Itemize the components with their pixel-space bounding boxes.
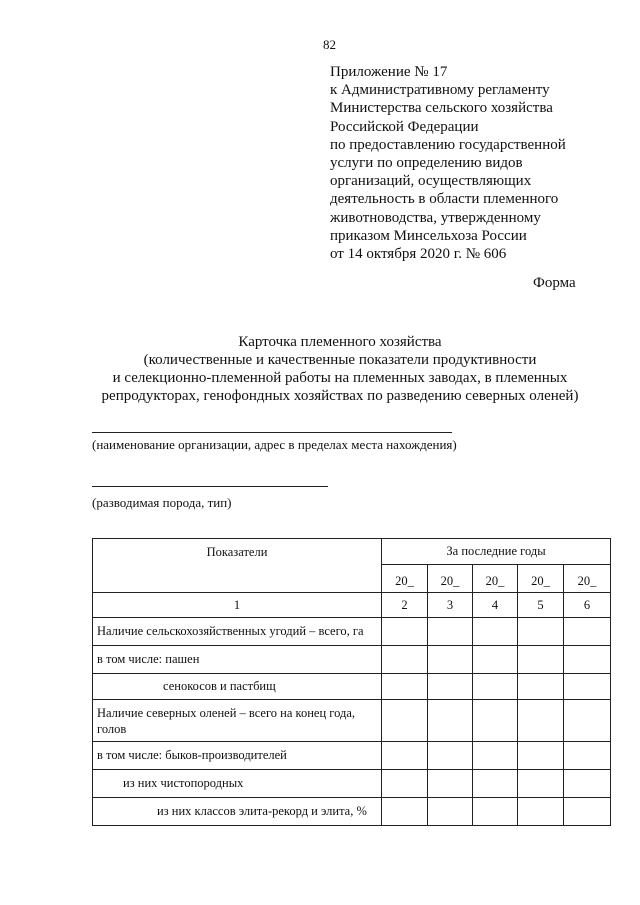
value-cell[interactable] (518, 674, 564, 700)
annex-line: от 14 октября 2020 г. № 606 (330, 246, 507, 263)
year-cell: 20_ (564, 565, 611, 593)
row-label: Наличие северных оленей – всего на конец года, голов (93, 700, 382, 742)
title-line: Карточка племенного хозяйства (238, 334, 442, 350)
table-row (93, 700, 611, 742)
value-cell[interactable] (428, 700, 473, 742)
year-cell: 20_ (473, 565, 518, 593)
value-cell[interactable] (564, 618, 611, 646)
year-cell: 20_ (518, 565, 564, 593)
row-label: сенокосов и пастбищ (93, 674, 382, 700)
annex-header (330, 63, 620, 263)
value-cell[interactable] (382, 770, 428, 798)
value-cell[interactable] (564, 674, 611, 700)
header-years: За последние годы (382, 539, 611, 565)
table-row (93, 770, 611, 798)
annex-line: организаций, осуществляющих (330, 173, 532, 190)
org-name-line (92, 432, 452, 433)
row-label: из них классов элита-рекорд и элита, % (93, 798, 382, 826)
value-cell[interactable] (473, 770, 518, 798)
table-row (93, 646, 611, 674)
value-cell[interactable] (564, 742, 611, 770)
row-label: в том числе: пашен (93, 646, 382, 674)
column-number: 6 (564, 593, 611, 618)
annex-line: животноводства, утвержденному (330, 209, 541, 226)
row-label: в том числе: быков-производителей (93, 742, 382, 770)
value-cell[interactable] (473, 742, 518, 770)
value-cell[interactable] (428, 646, 473, 674)
year-cell: 20_ (428, 565, 473, 593)
value-cell[interactable] (428, 618, 473, 646)
value-cell[interactable] (382, 618, 428, 646)
value-cell[interactable] (518, 742, 564, 770)
row-label: из них чистопородных (93, 770, 382, 798)
annex-line: по предоставлению государственной (330, 136, 566, 153)
value-cell[interactable] (564, 798, 611, 826)
column-number: 5 (518, 593, 564, 618)
value-cell[interactable] (473, 646, 518, 674)
value-cell[interactable] (428, 770, 473, 798)
table-row (93, 618, 611, 646)
column-number: 1 (93, 593, 382, 618)
value-cell[interactable] (518, 798, 564, 826)
indicators-table (92, 538, 611, 826)
value-cell[interactable] (473, 700, 518, 742)
value-cell[interactable] (564, 646, 611, 674)
breed-line (92, 486, 328, 487)
header-indicators: Показатели (93, 539, 382, 593)
column-number: 3 (428, 593, 473, 618)
value-cell[interactable] (428, 674, 473, 700)
annex-line: деятельность в области племенного (330, 191, 559, 208)
value-cell[interactable] (473, 618, 518, 646)
title-line: репродукторах, генофондных хозяйствах по разведению северных оленей) (101, 388, 579, 404)
title-line: (количественные и качественные показатели продуктивности (143, 352, 537, 368)
row-label: Наличие сельскохозяйственных угодий – всего, га (93, 618, 382, 646)
table-row (93, 742, 611, 770)
annex-line: услуги по определению видов (330, 155, 523, 172)
value-cell[interactable] (382, 742, 428, 770)
annex-line: к Административному регламенту (330, 82, 550, 99)
annex-line: приказом Минсельхоза России (330, 227, 527, 244)
value-cell[interactable] (564, 700, 611, 742)
value-cell[interactable] (518, 618, 564, 646)
column-number: 2 (382, 593, 428, 618)
value-cell[interactable] (473, 674, 518, 700)
value-cell[interactable] (564, 770, 611, 798)
value-cell[interactable] (382, 700, 428, 742)
form-label: Форма (533, 275, 576, 291)
value-cell[interactable] (518, 770, 564, 798)
value-cell[interactable] (428, 742, 473, 770)
value-cell[interactable] (473, 798, 518, 826)
title-line: и селекционно-племенной работы на племенных заводах, в племенных (112, 370, 568, 386)
year-cell: 20_ (382, 565, 428, 593)
table-row (93, 798, 611, 826)
annex-line: Приложение № 17 (330, 64, 448, 80)
page-number: 82 (323, 37, 336, 52)
annex-line: Российской Федерации (330, 118, 479, 135)
value-cell[interactable] (518, 646, 564, 674)
value-cell[interactable] (382, 798, 428, 826)
table-row (93, 674, 611, 700)
annex-line: Министерства сельского хозяйства (330, 100, 553, 117)
breed-caption: (разводимая порода, тип) (92, 495, 232, 510)
value-cell[interactable] (382, 674, 428, 700)
card-title (60, 333, 620, 405)
column-number: 4 (473, 593, 518, 618)
value-cell[interactable] (518, 700, 564, 742)
value-cell[interactable] (382, 646, 428, 674)
value-cell[interactable] (428, 798, 473, 826)
org-name-caption: (наименование организации, адрес в пределах места нахождения) (92, 437, 457, 452)
